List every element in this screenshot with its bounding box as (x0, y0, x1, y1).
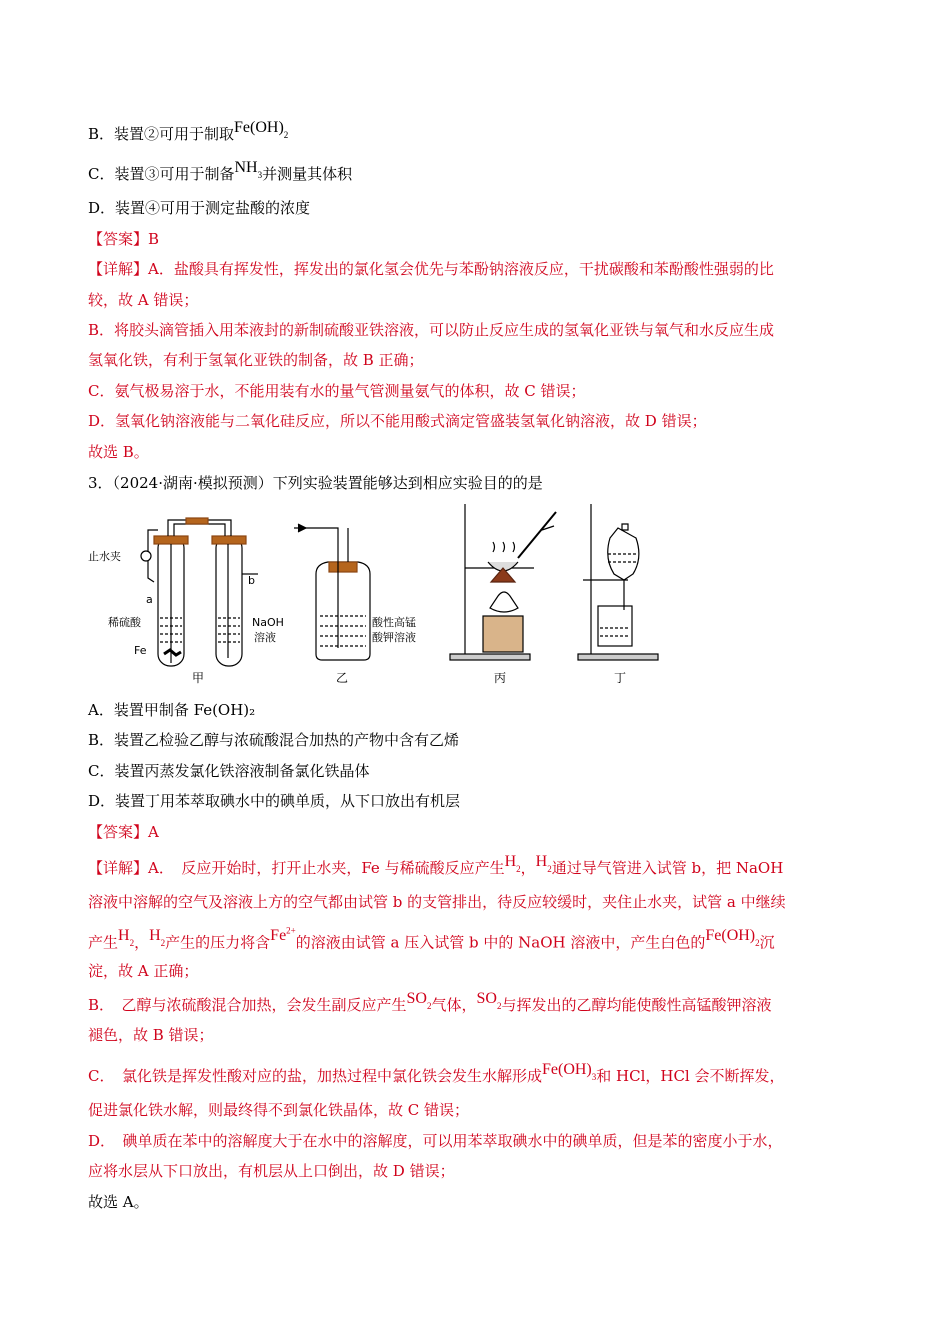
q3-analysis-b1 (88, 990, 772, 1017)
q3-analysis-a3 (88, 928, 775, 954)
label-naoh-1: NaOH (252, 616, 284, 629)
label-kmno4-2: 酸钾溶液 (372, 631, 416, 644)
text-part: 的溶液由试管 a 压入试管 b 中的 NaOH 溶液中，产生白色的 (295, 933, 706, 952)
formula-fe-oh-3 (541, 1061, 597, 1082)
formula-nh3 (234, 159, 263, 180)
formula-sub: 3 (591, 1072, 597, 1082)
formula-sub: 2 (160, 938, 166, 949)
apparatus-figure (88, 498, 668, 688)
analysis-line-1: 【详解】A．盐酸具有挥发性，挥发出的氯化氢会优先与苯酚钠溶液反应，干扰碳酸和苯酚酸性强弱的比 (88, 260, 774, 278)
q3-option-a: A．装置甲制备 Fe(OH)₂ (88, 701, 256, 719)
conclusion: 故选 B。 (88, 443, 149, 461)
formula-main: Fe(OH) (705, 927, 756, 945)
formula-sub: 2 (755, 938, 760, 949)
text-part: 产生 (88, 933, 119, 952)
analysis-line-4: 氢氧化铁，有利于氢氧化亚铁的制备，故 B 正确； (88, 351, 424, 369)
formula-h2 (535, 853, 552, 874)
label-naoh-2: 溶液 (254, 631, 276, 644)
formula-sub: 3 (257, 170, 263, 180)
formula-h2 (504, 853, 521, 874)
analysis-line-5: C．氨气极易溶于水，不能用装有水的量气管测量氨气的体积，故 C 错误； (88, 382, 586, 400)
text-part: ， (134, 933, 150, 952)
analysis-line-6: D．氢氧化钠溶液能与二氧化硅反应，所以不能用酸式滴定管盛装氢氧化钠溶液，故 D 错误； (88, 412, 707, 430)
formula-h2 (149, 927, 166, 949)
formula-main: SO (406, 990, 427, 1007)
formula-main: H (535, 853, 548, 870)
q3-option-b: B．装置乙检验乙醇与浓硫酸混合加热的产物中含有乙烯 (88, 731, 460, 749)
q3-analysis-a1 (88, 853, 784, 880)
formula-sub: 2 (547, 864, 552, 874)
q3-analysis-d1: D． 碘单质在苯中的溶解度大于在水中的溶解度，可以用苯萃取碘水中的碘单质，但是苯的密度小于水， (88, 1132, 783, 1150)
answer-label: 【答案】B (88, 230, 160, 248)
formula-main: H (118, 927, 130, 945)
formula-so2 (406, 990, 432, 1011)
text-part: B． 乙醇与浓硫酸混合加热，会发生副反应产生 (88, 996, 407, 1014)
formula-so2 (476, 990, 502, 1011)
apparatus-jia (141, 518, 258, 666)
text-part: 和 HCl，HCl 会不断挥发， (596, 1067, 785, 1085)
apparatus-bing (450, 504, 556, 660)
q3-analysis-b2: 褪色，故 B 错误； (88, 1026, 214, 1044)
question-3-stem: 3．（2024·湖南·模拟预测）下列实验装置能够达到相应实验目的的是 (88, 474, 543, 492)
q3-option-d: D．装置丁用苯萃取碘水中的碘单质，从下口放出有机层 (88, 792, 461, 810)
formula-sub: 2 (283, 130, 289, 140)
text-part: 与挥发出的乙醇均能使酸性高锰酸钾溶液 (501, 996, 772, 1014)
label-clamp: 止水夹 (88, 550, 121, 563)
formula-sub: 2 (516, 864, 521, 874)
label-acid: 稀硫酸 (108, 616, 141, 629)
formula-main: Fe(OH) (234, 119, 284, 136)
option-c-post: 并测量其体积 (262, 165, 353, 183)
analysis-line-2: 较，故 A 错误； (88, 291, 199, 309)
text-part: 气体， (431, 996, 477, 1014)
formula-fe-oh-2 (705, 927, 760, 949)
q3-analysis-a2: 溶液中溶解的空气及溶液上方的空气都由试管 b 的支管排出，待反应较缓时，夹住止水夹，试管 a 中继续 (88, 893, 786, 911)
q3-conclusion: 故选 A。 (88, 1193, 149, 1211)
apparatus-ding (578, 504, 658, 660)
text-part: 通过导气管进入试管 b，把 NaOH (551, 859, 784, 877)
analysis-line-3: B．将胶头滴管插入用苯液封的新制硫酸亚铁溶液，可以防止反应生成的氢氧化亚铁与氧气和水反应生成 (88, 321, 775, 339)
formula-sub: 2 (129, 938, 135, 949)
option-d: D．装置④可用于测定盐酸的浓度 (88, 199, 311, 217)
caption-yi: 乙 (336, 671, 349, 685)
text-part: 【详解】A． 反应开始时，打开止水夹，Fe 与稀硫酸反应产生 (88, 859, 505, 877)
label-a: a (146, 593, 153, 606)
q3-analysis-c1 (88, 1061, 785, 1088)
text-part: C． 氯化铁是挥发性酸对应的盐，加热过程中氯化铁会发生水解形成 (88, 1067, 542, 1085)
q3-analysis-a4: 淀，故 A 正确； (88, 962, 199, 980)
formula-main: Fe(OH) (541, 1061, 592, 1078)
formula-fe2plus (270, 927, 296, 944)
formula-sub: 2 (496, 1001, 502, 1011)
formula-main: H (149, 927, 161, 945)
q3-analysis-c2: 促进氯化铁水解，则最终得不到氯化铁晶体，故 C 错误； (88, 1101, 470, 1119)
formula-fe-oh-2 (234, 119, 289, 140)
label-b: b (248, 574, 255, 587)
option-b (88, 119, 289, 146)
formula-sub: 2 (426, 1001, 432, 1011)
label-fe: Fe (134, 644, 147, 657)
text-part: 产生的压力将含 (165, 933, 271, 952)
apparatus-yi (294, 524, 370, 660)
caption-ding: 丁 (614, 671, 627, 685)
text-part: ， (520, 859, 536, 877)
option-c (88, 159, 353, 186)
q3-option-c: C．装置丙蒸发氯化铁溶液制备氯化铁晶体 (88, 762, 370, 780)
caption-jia: 甲 (192, 671, 205, 685)
option-b-text: B．装置②可用于制取 (88, 125, 235, 143)
formula-sup: 2+ (286, 926, 296, 936)
q3-answer-label: 【答案】A (88, 823, 159, 841)
option-c-pre: C．装置③可用于制备 (88, 165, 235, 183)
formula-main: NH (234, 159, 258, 176)
formula-main: H (504, 853, 517, 870)
text-part: 沉 (759, 933, 775, 952)
label-kmno4-1: 酸性高锰 (372, 616, 416, 629)
formula-main: Fe (270, 927, 287, 945)
formula-h2 (118, 927, 135, 949)
formula-main: SO (476, 990, 497, 1007)
caption-bing: 丙 (494, 671, 507, 685)
q3-analysis-d2: 应将水层从下口放出，有机层从上口倒出，故 D 错误； (88, 1162, 455, 1180)
